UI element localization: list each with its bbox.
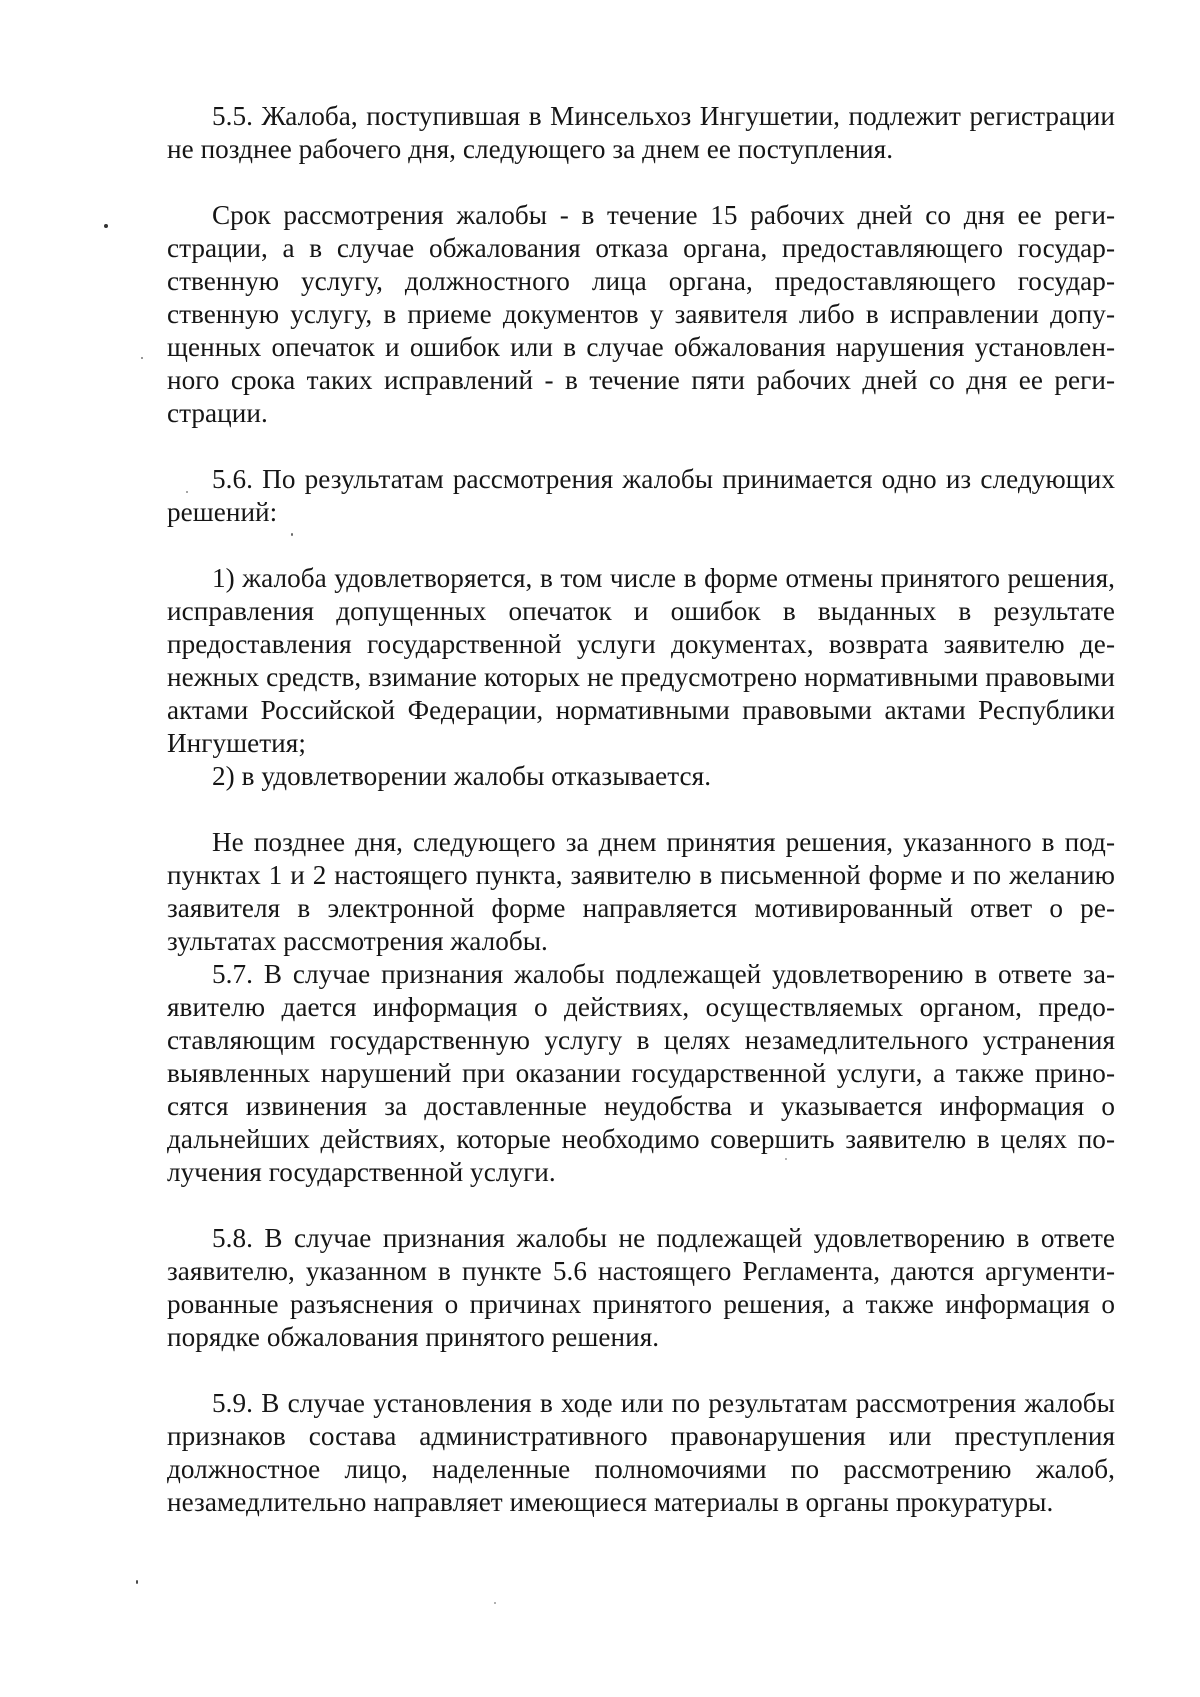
scan-speck [291,533,293,536]
scan-speck [186,491,188,493]
paragraph-5-8: 5.8. В случае признания жалобы не подлежащей удовлетворению в ответе заявителю, указанном в пункте 5.6 настоящего Регламента, даются аргументированные разъяснения о причинах принятого решения, а также информация о порядке обжалования принятого решения. [167,1223,1115,1352]
scan-speck [104,224,108,228]
scan-speck [785,1158,787,1160]
paragraph-5-6: 5.6. По результатам рассмотрения жалобы принимается одно из следующих решений: [167,464,1115,527]
scan-speck [141,357,143,359]
paragraph-response-deadline: Не позднее дня, следующего за днем принятия решения, указанного в подпунктах 1 и 2 настоящего пункта, заявителю в письменной форме и по желанию заявителя в электронной форме направляется мотивированный ответ о результатах рассмотрения жалобы. [167,827,1115,956]
scan-speck [494,1602,496,1604]
paragraph-review-period: Срок рассмотрения жалобы - в течение 15 рабочих дней со дня ее регистрации, а в случае обжалования отказа органа, предоставляющего государственную услугу, должностного лица органа, предоставляющего государственную услугу, в приеме документов у заявителя либо в исправлении допущенных опечаток и ошибок или в случае обжалования нарушения установленного срока таких исправлений - в течение пяти рабочих дней со дня ее регистрации. [167,200,1115,428]
paragraph-decision-2: 2) в удовлетворении жалобы отказывается. [212,761,712,791]
paragraph-5-5: 5.5. Жалоба, поступившая в Минсельхоз Ингушетии, подлежит регистрации не позднее рабочего дня, следующего за днем ее поступления. [167,101,1115,164]
document-body [167,100,1115,1519]
paragraph-5-9: 5.9. В случае установления в ходе или по результатам рассмотрения жалобы признаков состава административного правонарушения или преступления должностное лицо, наделенные полномочиями по рассмотрению жалоб, незамедлительно направляет имеющиеся материалы в органы прокуратуры. [167,1388,1115,1517]
paragraph-5-7: 5.7. В случае признания жалобы подлежащей удовлетворению в ответе заявителю дается информация о действиях, осуществляемых органом, предоставляющим государственную услугу в целях незамедлительного устранения выявленных нарушений при оказании государственной услуги, а также приносятся извинения за доставленные неудобства и указывается информация о дальнейших действиях, которые необходимо совершить заявителю в целях получения государственной услуги. [167,959,1115,1187]
scan-speck [136,1580,138,1584]
paragraph-decision-1: 1) жалоба удовлетворяется, в том числе в форме отмены принятого решения, исправления допущенных опечаток и ошибок в выданных в результате предоставления государственной услуги документах, возврата заявителю денежных средств, взимание которых не предусмотрено нормативными правовыми актами Российской Федерации, нормативными правовыми актами Республики Ингушетия; [167,563,1115,758]
